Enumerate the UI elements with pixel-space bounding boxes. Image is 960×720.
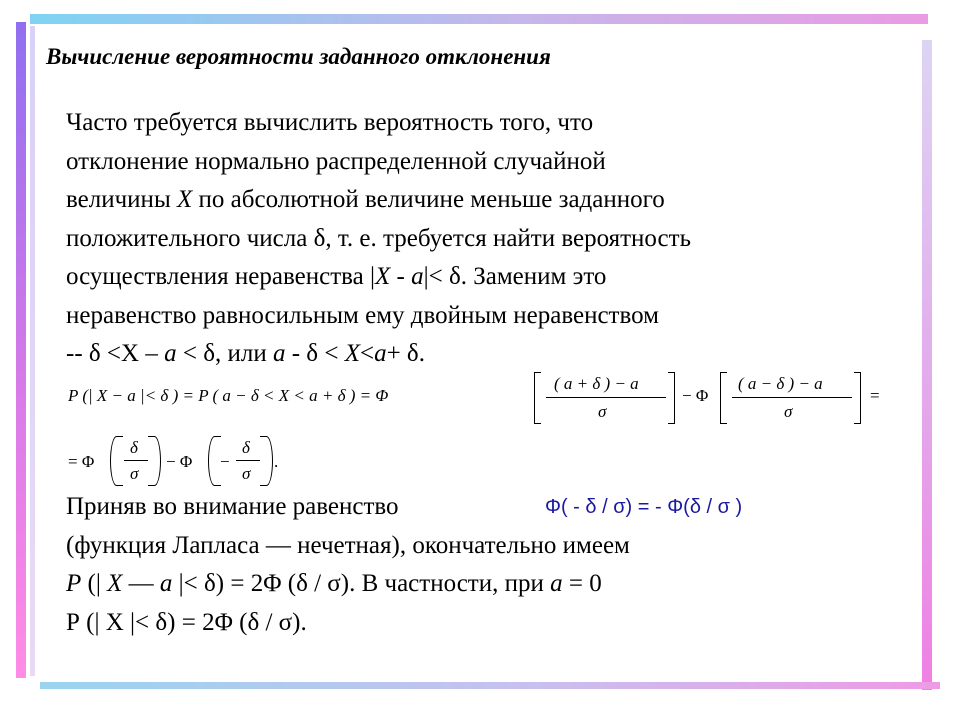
text-line: осуществления неравенства |X - a|< δ. Заменим это <box>66 263 607 290</box>
text-line: положительного числа δ, т. е. требуется найти вероятность <box>66 224 691 252</box>
formula-equals: = <box>870 386 880 405</box>
fraction-denominator: σ <box>784 402 793 421</box>
conclusion-paragraph <box>66 488 916 642</box>
right-bracket <box>854 372 861 424</box>
text-line: Часто требуется вычислить вероятность того, что <box>66 109 594 136</box>
formula-lhs: P (| X − a |< δ ) = P ( a − δ < X < a + δ ) = Φ <box>68 386 389 405</box>
formula-laplace-difference <box>68 432 328 490</box>
fraction-numerator: δ <box>242 438 250 457</box>
formula-negative-sign: − <box>220 452 230 471</box>
left-bracket <box>534 372 541 424</box>
left-decor-bar <box>16 22 26 678</box>
laplace-odd-function-equation: Φ( - δ / σ) = - Φ(δ / σ ) <box>545 496 743 518</box>
text-line: Приняв во внимание равенство <box>66 493 399 520</box>
text-line: -- δ <X – a < δ, или a - δ < X<a+ δ. <box>66 340 425 367</box>
fraction-denominator: σ <box>130 464 139 483</box>
right-paren <box>148 436 161 486</box>
right-paren <box>260 436 273 486</box>
formula-minus-phi: − Φ <box>166 452 193 471</box>
text-line: отклонение нормально распределенной случайной <box>66 147 606 175</box>
fraction-denominator: σ <box>598 402 607 421</box>
left-bracket <box>720 372 727 424</box>
text-line: неравенство равносильным ему двойным неравенством <box>66 301 659 329</box>
text-line: (функция Лапласа — нечетная), окончательно имеем <box>66 531 630 559</box>
formula-minus-phi: − Φ <box>682 386 709 405</box>
fraction-bar <box>732 397 852 398</box>
fraction-bar <box>546 397 666 398</box>
body-paragraph <box>66 104 916 374</box>
text-line: Р (| Х |< δ) = 2Φ (δ / σ). <box>66 608 307 636</box>
bottom-decor-bar <box>40 682 940 689</box>
fraction-numerator: δ <box>130 438 138 457</box>
top-decor-bar <box>30 14 928 24</box>
fraction-denominator: σ <box>242 464 251 483</box>
right-bracket <box>668 372 675 424</box>
fraction-numerator: ( a + δ ) − a <box>554 374 639 393</box>
fraction-bar <box>236 460 260 461</box>
right-decor-bar <box>922 40 932 690</box>
left-inner-decor-bar <box>30 26 35 676</box>
fraction-numerator: ( a − δ ) − a <box>738 374 823 393</box>
formula-period: . <box>274 452 279 471</box>
formula-probability-expansion <box>68 368 908 428</box>
left-paren <box>110 436 123 486</box>
text-line: величины X по абсолютной величине меньше заданного <box>66 186 665 213</box>
text-line: P (| X — a |< δ) = 2Φ (δ / σ). В частности, при a = 0 <box>66 570 602 597</box>
formula-equals-phi: = Φ <box>68 452 95 471</box>
slide-title: Вычисление вероятности заданного отклонения <box>46 44 551 69</box>
fraction-bar <box>124 460 148 461</box>
